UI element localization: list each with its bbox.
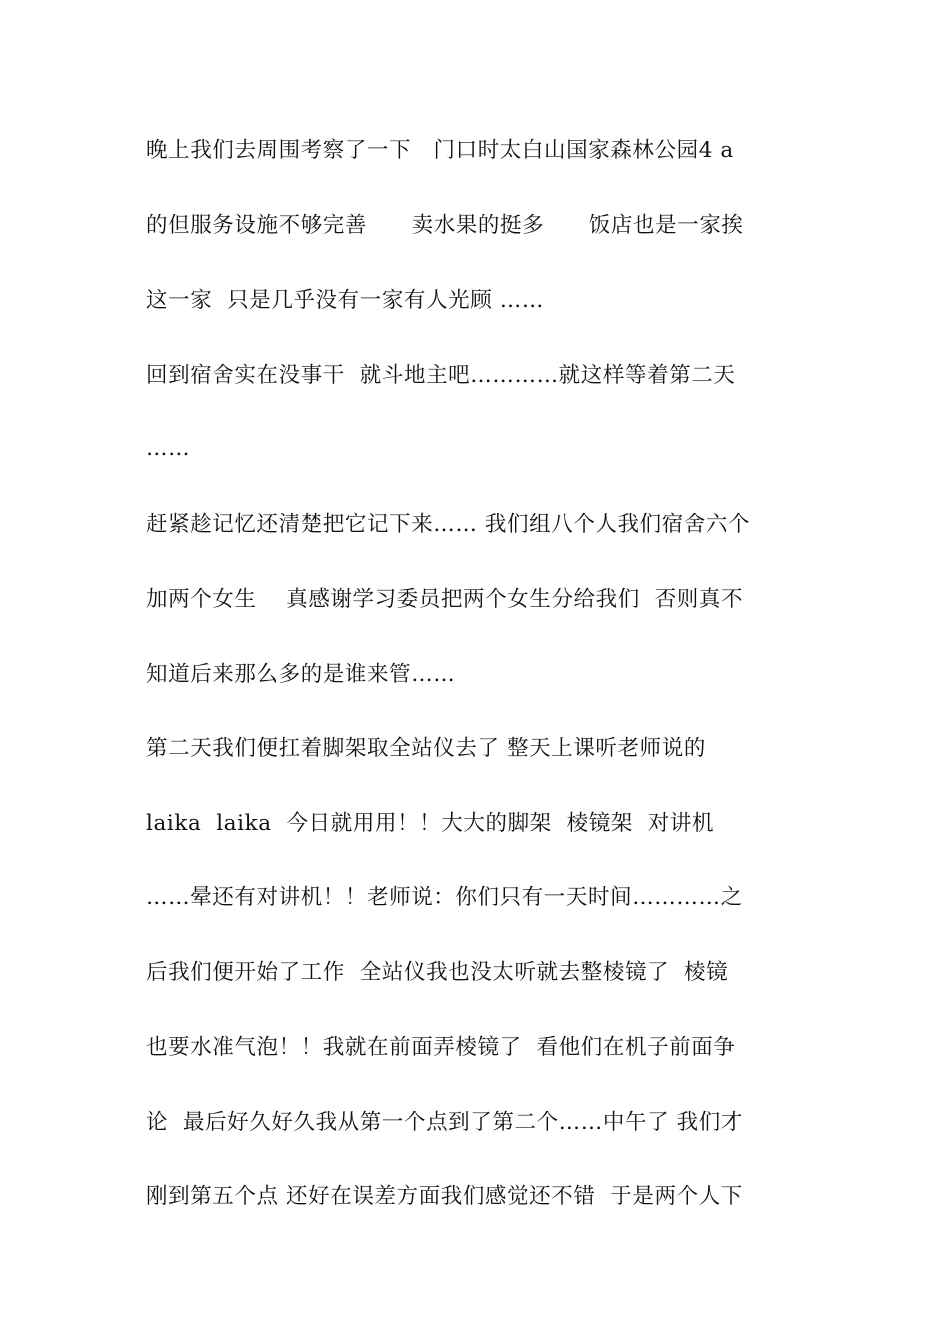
- text-line: 的但服务设施不够完善 卖水果的挺多 饭店也是一家挨: [146, 213, 744, 238]
- text-line: 晚上我们去周围考察了一下 门口时太白山国家森林公园4 a: [146, 138, 734, 163]
- text-line: 知道后来那么多的是谁来管……: [146, 662, 456, 687]
- text-line: ……晕还有对讲机！！老师说：你们只有一天时间…………之: [146, 885, 743, 910]
- text-line: 后我们便开始了工作 全站仪我也没太听就去整棱镜了 棱镜: [146, 960, 729, 985]
- text-line: ……: [146, 436, 191, 461]
- text-line: 也要水准气泡！！我就在前面弄棱镜了 看他们在机子前面争: [146, 1035, 736, 1060]
- text-line: 加两个女生 真感谢学习委员把两个女生分给我们 否则真不: [146, 587, 744, 612]
- text-line: 这一家 只是几乎没有一家有人光顾 ……: [146, 288, 545, 313]
- text-line: 回到宿舍实在没事干 就斗地主吧…………就这样等着第二天: [146, 363, 736, 388]
- text-line: 论 最后好久好久我从第一个点到了第二个……中午了 我们才: [146, 1110, 743, 1135]
- text-line: 刚到第五个点 还好在误差方面我们感觉还不错 于是两个人下: [146, 1184, 743, 1209]
- text-line: 第二天我们便扛着脚架取全站仪去了 整天上课听老师说的: [146, 736, 706, 761]
- text-line: laika laika 今日就用用！！大大的脚架 棱镜架 对讲机: [146, 811, 715, 836]
- text-line: 赶紧趁记忆还清楚把它记下来…… 我们组八个人我们宿舍六个: [146, 512, 751, 537]
